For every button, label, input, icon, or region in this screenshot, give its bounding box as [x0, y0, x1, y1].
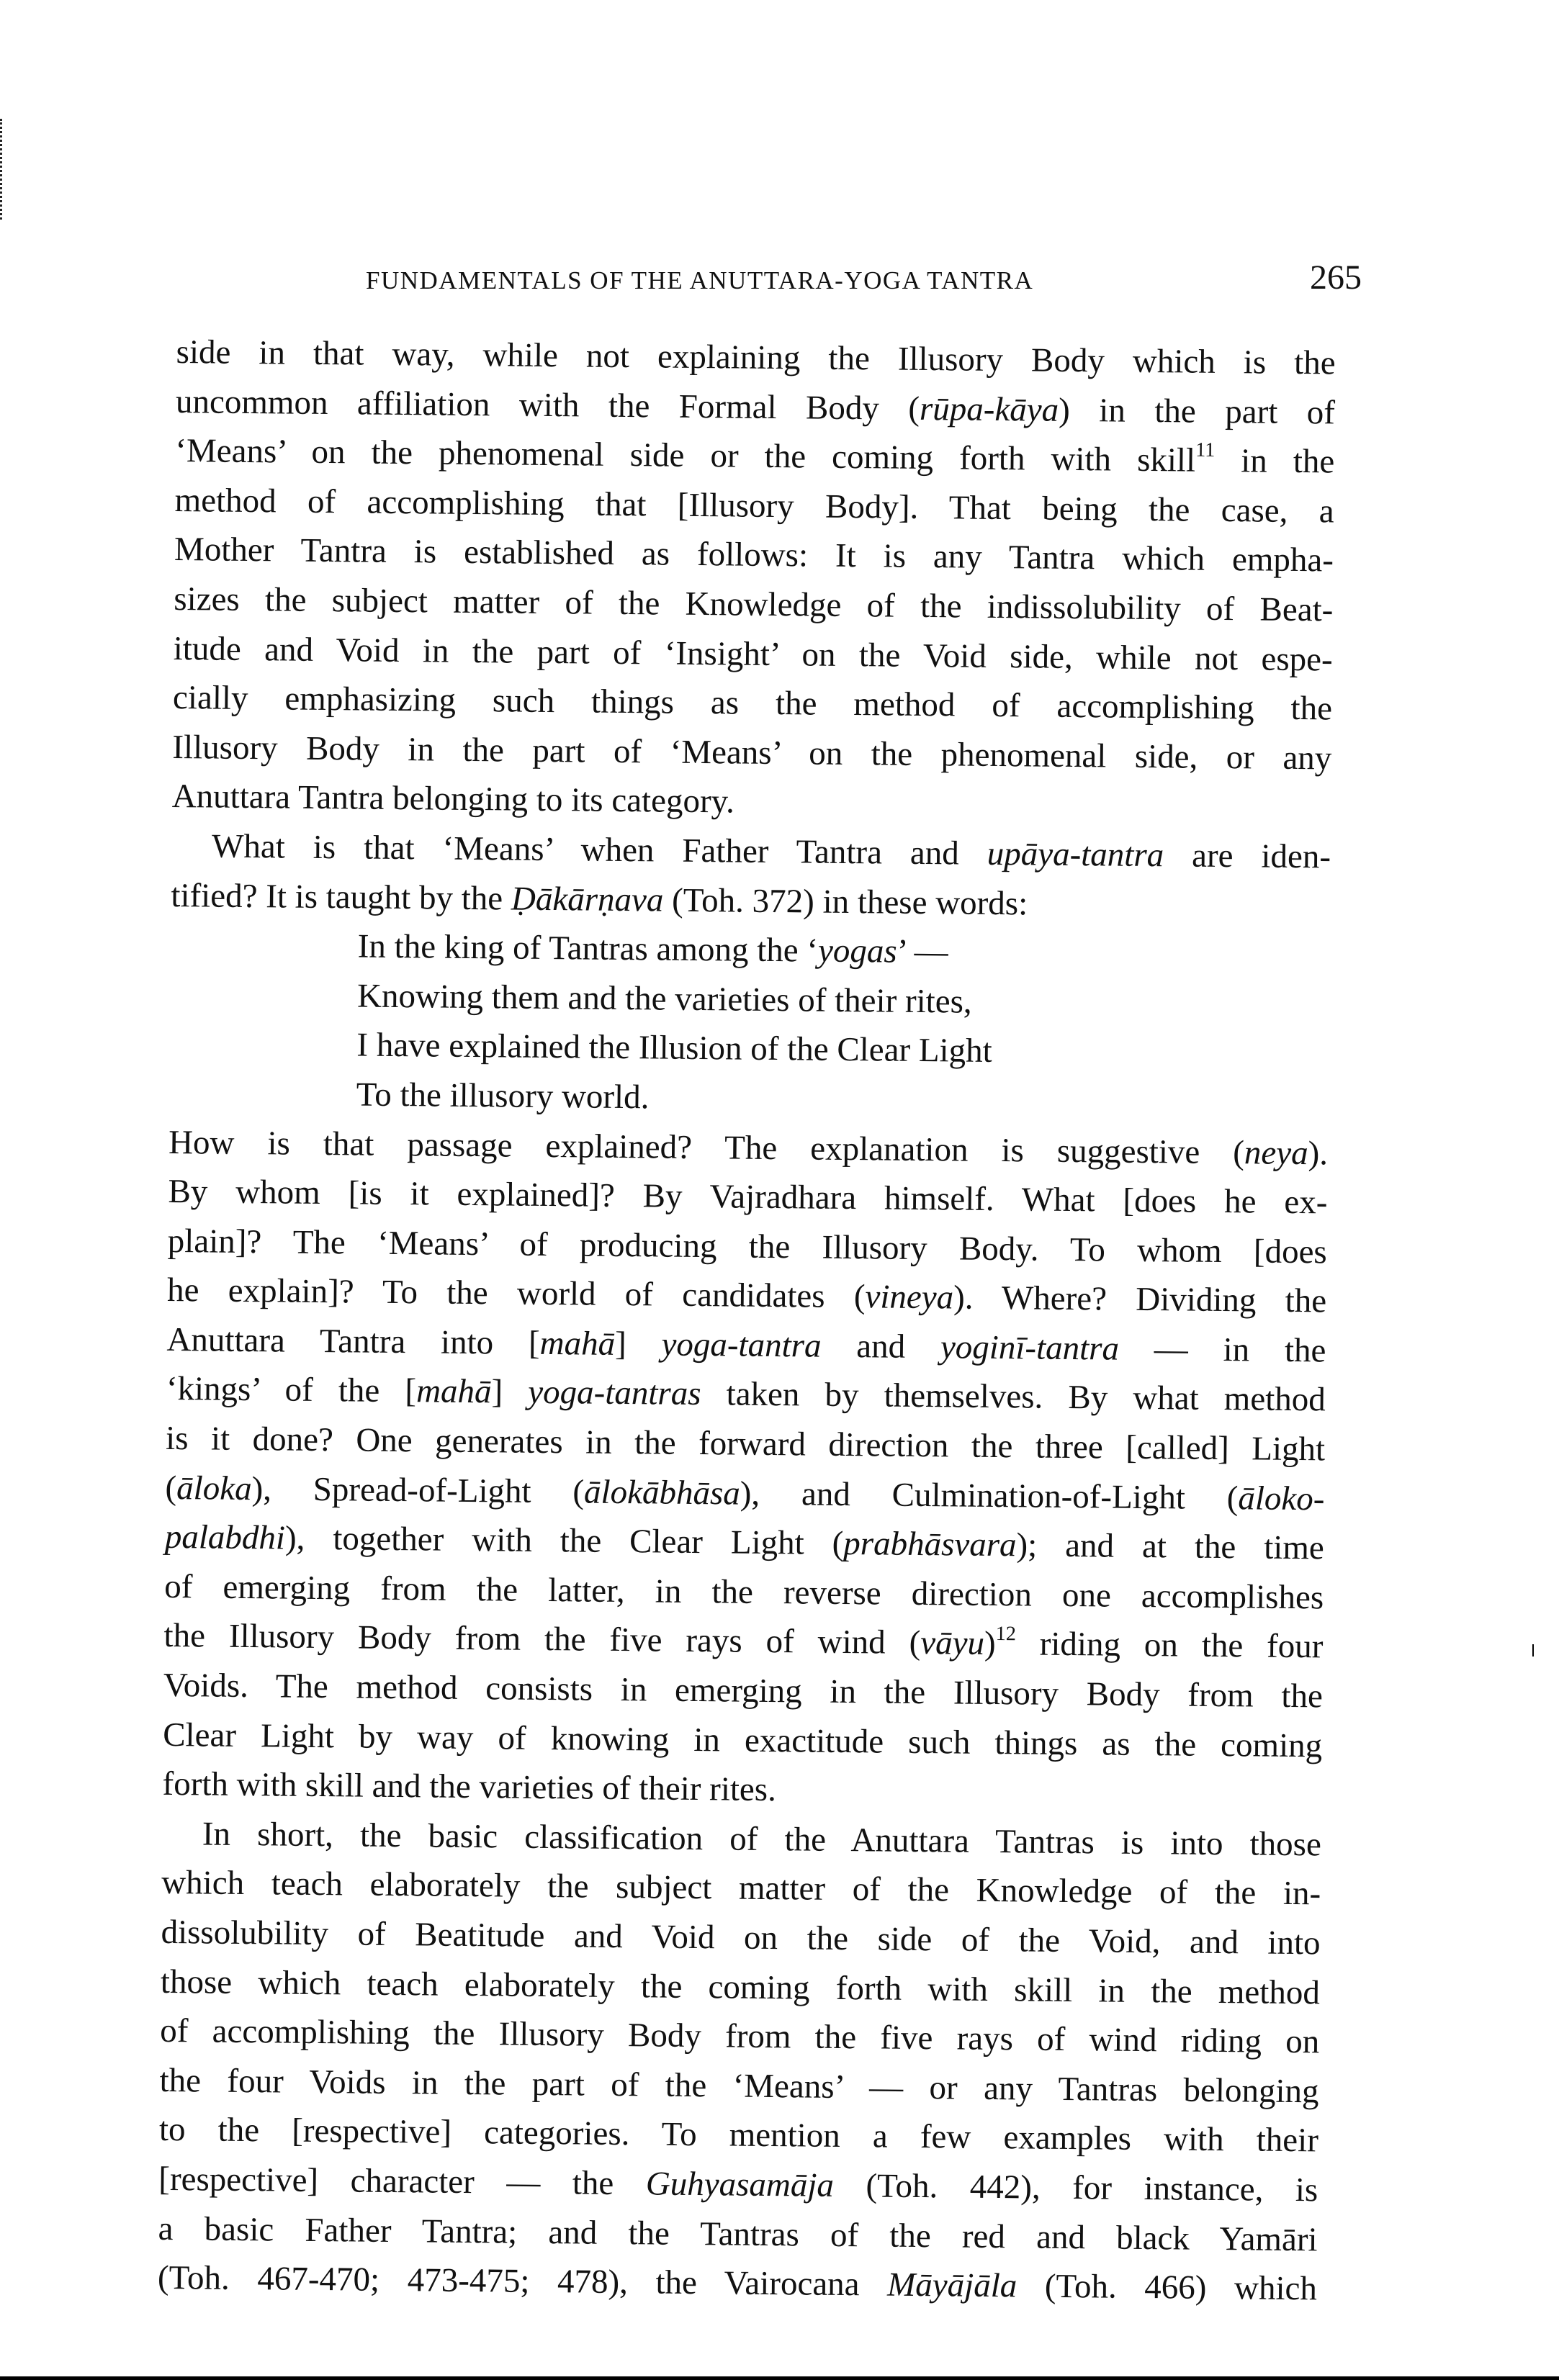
text-run: tified? It is taught by the — [171, 876, 512, 918]
text-run: ‘Means’ on the phenomenal side or the coming forth with skill — [175, 432, 1196, 479]
verse-line: Knowing them and the varieties of their rites, — [356, 977, 972, 1021]
text-line: the four Voids in the part of the ‘Means’ — or any Tantras belonging — [159, 2061, 1319, 2111]
text-run: in the — [1214, 442, 1335, 481]
sanskrit-term: rūpa-kāya — [919, 389, 1059, 429]
sanskrit-term: mahā — [539, 1324, 616, 1363]
running-title: FUNDAMENTALS OF THE ANUTTARA-YOGA TANTRA — [366, 266, 1034, 294]
text-line: Illusory Body in the part of ‘Means’ on the phenomenal side, or any — [172, 728, 1332, 777]
sanskrit-term: prabhāsvara — [843, 1525, 1017, 1564]
text-run: — in the — [1118, 1330, 1326, 1370]
work-title: Guhyasamāja — [645, 2165, 835, 2204]
sanskrit-term: ālokābhāsa — [583, 1473, 741, 1513]
text-run: (Toh. 466) which — [1017, 2267, 1318, 2308]
text-line: itude and Void in the part of ‘Insight’ on the Void side, while not espe- — [173, 629, 1333, 678]
paragraph-2 — [171, 821, 1331, 932]
text-run: How is that passage explained? The explanation is suggestive ( — [168, 1123, 1245, 1171]
sanskrit-term: vineya — [865, 1278, 954, 1317]
footnote-ref-11[interactable]: 11 — [1195, 438, 1216, 462]
verse-line: To the illusory world. — [356, 1076, 650, 1117]
text-line: method of accomplishing that [Illusory Body]. That being the case, a — [174, 481, 1334, 531]
text-run: ). — [1308, 1134, 1329, 1172]
text-line: sizes the subject matter of the Knowledge of the indissolubility of Beat- — [174, 580, 1334, 629]
text-run: ’ — — [897, 932, 948, 971]
text-run: ] — [614, 1325, 662, 1363]
running-head — [366, 258, 1362, 301]
text-run: and — [821, 1327, 941, 1366]
text-run: ‘kings’ of the [ — [166, 1370, 417, 1410]
verse-quotation — [169, 920, 1330, 1129]
text-line: those which teach elaborately the coming forth with skill in the method — [160, 1962, 1321, 2011]
text-run: (Toh. 467-470; 473-475; 478), the Vairocana — [157, 2259, 888, 2304]
text-line: to the [respective] categories. To mention a few examples with their — [158, 2111, 1319, 2160]
text-line: Anuttara Tantra belonging to its category. — [171, 777, 735, 821]
text-line: side in that way, while not explaining the Illusory Body which is the — [176, 333, 1336, 382]
text-line: of accomplishing the Illusory Body from the five rays of wind riding on — [160, 2012, 1320, 2061]
sanskrit-term: yoginī-tantra — [940, 1328, 1120, 1368]
sanskrit-term: upāya-tantra — [987, 834, 1164, 875]
text-run: (Toh. 372) in these words: — [663, 881, 1028, 922]
sanskrit-term: āloka — [176, 1469, 252, 1507]
text-run: In the king of Tantras among the ‘ — [357, 927, 819, 970]
sanskrit-term: yoga-tantra — [661, 1325, 822, 1365]
text-run: Anuttara Tantra into [ — [166, 1320, 540, 1362]
text-line: Clear Light by way of knowing in exactitude such things as the coming — [162, 1716, 1323, 1764]
sanskrit-term: neya — [1244, 1133, 1308, 1172]
text-run: ). Where? Dividing the — [953, 1279, 1327, 1320]
text-run: ), together with the Clear Light ( — [284, 1519, 844, 1563]
verse-line: I have explained the Illusion of the Clear Light — [356, 1026, 992, 1070]
text-run: ) — [984, 1625, 996, 1663]
text-run: ), Spread-of-Light ( — [251, 1469, 585, 1511]
sanskrit-term: vāyu — [920, 1624, 985, 1663]
text-line: is it done? One generates in the forward direction the three [called] Light — [165, 1419, 1326, 1469]
text-run: taken by themselves. By what method — [701, 1375, 1326, 1419]
scan-left-edge-artifact — [0, 119, 7, 220]
sanskrit-term: yogas — [817, 932, 897, 970]
text-run: ), and Culmination-of-Light ( — [740, 1474, 1239, 1517]
footnote-ref-12[interactable]: 12 — [995, 1622, 1017, 1645]
text-run: (Toh. 442), for instance, is — [833, 2166, 1318, 2209]
text-run: [respective] character — the — [158, 2160, 647, 2203]
scan-bottom-bar — [0, 2376, 1559, 2380]
text-line: Voids. The method consists in emerging in the Illusory Body from the — [163, 1666, 1324, 1716]
text-line: dissolubility of Beatitude and Void on the side of the Void, and into — [161, 1913, 1321, 1962]
sanskrit-term: yoga-tantras — [528, 1374, 701, 1413]
text-line — [158, 2253, 1318, 2314]
work-title: Ḍākārṇava — [511, 880, 664, 919]
paragraph-3 — [162, 1117, 1328, 1820]
text-line: of emerging from the latter, in the reverse direction one accomplishes — [163, 1567, 1324, 1617]
sanskrit-term: mahā — [415, 1372, 492, 1411]
page-number: 265 — [1310, 258, 1362, 297]
text-run: ); and at the time — [1016, 1526, 1325, 1567]
text-run: ] — [491, 1373, 529, 1412]
text-line: In short, the basic classification of the Anuttara Tantras is into those — [202, 1815, 1322, 1864]
paragraph-4 — [158, 1809, 1322, 2314]
text-line: Mother Tantra is established as follows: It is any Tantra which empha- — [174, 531, 1334, 580]
text-run: ) in the part of — [1058, 391, 1336, 432]
work-title: Māyājāla — [886, 2266, 1017, 2305]
text-run: uncommon affiliation with the Formal Body ( — [175, 382, 920, 428]
text-run: ( — [165, 1469, 177, 1507]
text-run: What is that ‘Means’ when Father Tantra and — [211, 827, 987, 873]
sanskrit-term: palabdhi — [164, 1518, 286, 1557]
text-run: he explain]? To the world of candidates ( — [166, 1271, 866, 1316]
text-run: riding on the four — [1015, 1625, 1324, 1666]
text-line: a basic Father Tantra; and the Tantras of the red and black Yamāri — [158, 2209, 1318, 2258]
text-line: forth with skill and the varieties of their rites. — [162, 1765, 777, 1809]
text-line: plain]? The ‘Means’ of producing the Illusory Body. To whom [does — [167, 1222, 1327, 1271]
text-line: cially emphasizing such things as the method of accomplishing the — [172, 679, 1333, 728]
scan-margin-mark — [1532, 1644, 1534, 1656]
text-line: By whom [is it explained]? By Vajradhara himself. What [does he ex- — [168, 1173, 1328, 1222]
page-body — [158, 328, 1336, 2314]
text-run: the Illusory Body from the five rays of wind ( — [163, 1617, 921, 1662]
paragraph-1 — [171, 328, 1336, 832]
text-line: which teach elaborately the subject matter of the Knowledge of the in- — [161, 1864, 1321, 1913]
text-run: are iden- — [1163, 837, 1331, 876]
sanskrit-term: āloko- — [1238, 1479, 1325, 1518]
